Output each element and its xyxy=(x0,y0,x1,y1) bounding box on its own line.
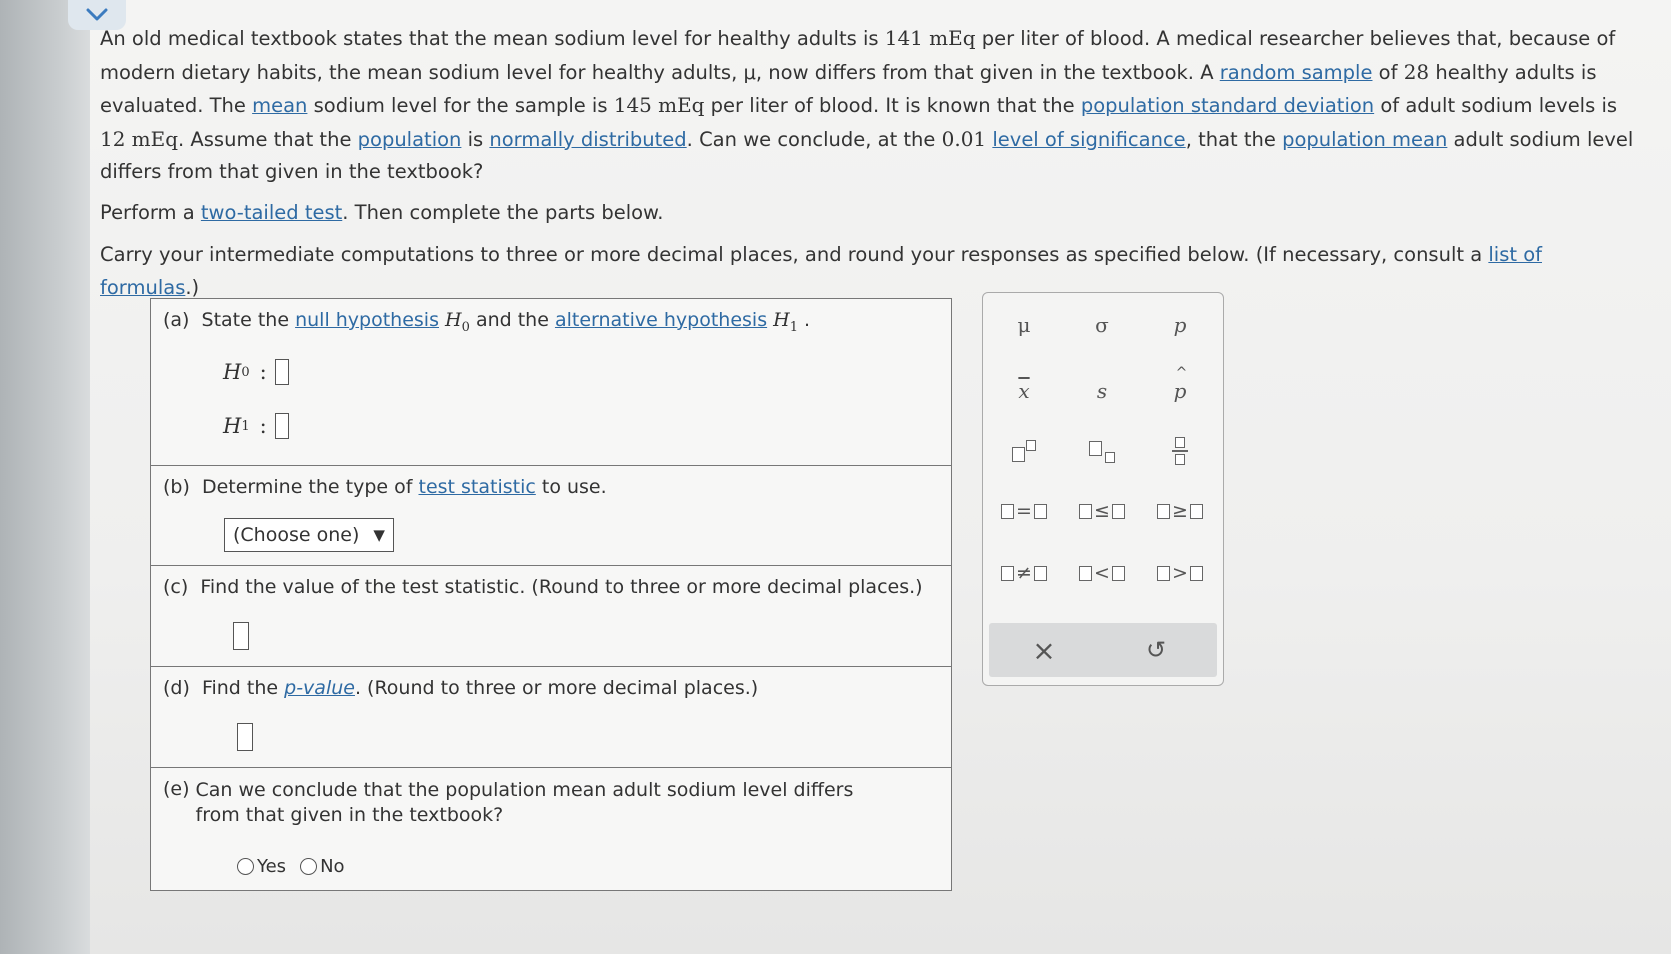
textbook-mean: 141 xyxy=(884,26,923,50)
text: Find the value of the test statistic. (Round to three or more decimal places.) xyxy=(200,576,923,598)
text: adult sodium level differs from that given in the textbook? xyxy=(100,127,1634,183)
sample-mean: 145 xyxy=(613,93,652,117)
greater-equal-label: ≥ xyxy=(1172,500,1188,522)
instruction-carry xyxy=(100,239,1640,304)
colon: : xyxy=(259,360,267,384)
greater-than-label: > xyxy=(1172,562,1188,584)
chevron-down-icon xyxy=(85,8,109,22)
h1-input[interactable] xyxy=(275,413,289,439)
x-bar-button[interactable] xyxy=(989,371,1059,411)
superscript-button[interactable] xyxy=(989,431,1059,471)
p-value-input[interactable] xyxy=(237,723,253,751)
text: Determine the type of xyxy=(201,476,419,498)
colon: : xyxy=(259,414,267,438)
answer-table xyxy=(150,298,952,891)
text: per liter of blood. A medical researcher believes that, because of modern dietary habits, the mean sodium level for healthy adults, xyxy=(100,27,1616,84)
part-label: (c) xyxy=(163,576,189,598)
radio-yes[interactable] xyxy=(237,856,286,877)
text: to use. xyxy=(535,476,607,498)
text: of adult sodium levels is xyxy=(1374,94,1618,117)
link-population[interactable]: population xyxy=(357,127,462,151)
link-mean[interactable]: mean xyxy=(252,94,308,117)
unit: mEq xyxy=(131,126,179,151)
text: . xyxy=(798,309,811,331)
p-hat-label: p xyxy=(1173,379,1187,403)
population-sd: 12 xyxy=(100,126,126,151)
text: healthy adults is evaluated. The xyxy=(100,60,1597,117)
text: . Can we conclude, at the xyxy=(686,127,942,151)
mu-button[interactable] xyxy=(989,305,1059,345)
problem-statement xyxy=(100,22,1640,314)
radio-circle-icon[interactable] xyxy=(237,858,254,875)
s-label: s xyxy=(1096,379,1108,403)
text: State the xyxy=(201,309,296,331)
link-population-mean[interactable]: population mean xyxy=(1282,127,1448,151)
part-a xyxy=(151,299,951,465)
text: Carry your intermediate computations to three or more decimal places, and round your responses as specified below. (If necessary, consult a xyxy=(100,243,1489,266)
link-null-hypothesis[interactable]: null hypothesis xyxy=(295,309,439,331)
problem-paragraph xyxy=(100,22,1640,189)
h0-label-subscript: 0 xyxy=(241,364,250,380)
not-equal-button[interactable] xyxy=(989,553,1059,593)
h0-row xyxy=(223,359,289,385)
link-alternative-hypothesis[interactable]: alternative hypothesis xyxy=(554,309,768,331)
link-test-statistic[interactable]: test statistic xyxy=(418,476,536,498)
test-statistic-input[interactable] xyxy=(233,622,249,650)
link-list-of-formulas[interactable]: list of formulas xyxy=(100,243,1542,299)
h1-subscript: 1 xyxy=(789,319,799,335)
text: of xyxy=(1372,60,1404,84)
text: , now differs from that given in the textbook. A xyxy=(755,60,1220,84)
radio-circle-icon[interactable] xyxy=(300,858,317,875)
part-label: (b) xyxy=(163,476,190,498)
text: per liter of blood. It is known that the xyxy=(704,94,1081,117)
h1-label-subscript: 1 xyxy=(241,418,250,434)
h1-row xyxy=(223,413,289,439)
sample-size: 28 xyxy=(1403,59,1430,84)
greater-than-button[interactable] xyxy=(1145,553,1215,593)
undo-button[interactable] xyxy=(1121,630,1191,670)
less-equal-label: ≤ xyxy=(1094,500,1110,522)
radio-label: No xyxy=(320,856,345,877)
part-e xyxy=(151,767,951,890)
instruction-perform xyxy=(100,197,1640,230)
palette-footer xyxy=(989,623,1217,677)
part-label: (e) xyxy=(163,778,190,800)
link-population-standard-deviation[interactable]: population standard deviation xyxy=(1080,94,1375,117)
s-button[interactable] xyxy=(1067,371,1137,411)
x-bar-label: $\overline{x}$ xyxy=(1018,379,1030,403)
part-b xyxy=(151,465,951,565)
superscript-icon xyxy=(1012,440,1036,462)
text: .) xyxy=(185,275,200,299)
text: Can we conclude that the population mean adult sodium level differs from that given in the textbook? xyxy=(195,779,854,826)
select-value: (Choose one) xyxy=(233,524,360,546)
text: sodium level for the sample is xyxy=(307,94,614,117)
less-than-label: < xyxy=(1094,562,1110,584)
h0-symbol: H xyxy=(445,309,462,331)
text: and the xyxy=(469,309,555,331)
mu-label: μ xyxy=(1017,313,1031,337)
unit: mEq xyxy=(658,93,705,117)
mu-symbol: μ xyxy=(743,60,756,84)
link-normally-distributed[interactable]: normally distributed xyxy=(489,127,687,151)
not-equal-label: ≠ xyxy=(1016,562,1032,584)
unit: mEq xyxy=(929,26,976,50)
text: . (Round to three or more decimal places.) xyxy=(354,677,759,699)
text: . Then complete the parts below. xyxy=(342,200,664,224)
fraction-button[interactable] xyxy=(1145,431,1215,471)
text: . Assume that the xyxy=(178,127,358,151)
h1-symbol: H xyxy=(773,309,790,331)
greater-equal-button[interactable] xyxy=(1145,491,1215,531)
link-two-tailed-test[interactable]: two-tailed test xyxy=(200,200,343,224)
hat-icon: ^ xyxy=(1175,365,1188,381)
h0-label: H xyxy=(223,360,242,384)
close-icon: × xyxy=(1032,633,1056,667)
part-d xyxy=(151,666,951,767)
h1-label: H xyxy=(223,414,242,438)
link-random-sample[interactable]: random sample xyxy=(1219,60,1373,84)
text: Perform a xyxy=(100,200,201,224)
equals-button[interactable] xyxy=(989,491,1059,531)
p-hat-button[interactable] xyxy=(1145,365,1215,411)
part-c xyxy=(151,565,951,666)
text: Find the xyxy=(201,677,285,699)
p-button[interactable] xyxy=(1145,305,1215,345)
text: is xyxy=(461,127,490,151)
subscript-icon xyxy=(1089,439,1115,463)
p-label: p xyxy=(1173,313,1187,337)
equals-label: = xyxy=(1016,500,1032,522)
part-label: (d) xyxy=(163,677,190,699)
less-equal-button[interactable] xyxy=(1067,491,1137,531)
math-palette xyxy=(982,292,1224,686)
conclusion-radio-group xyxy=(237,856,345,877)
radio-label: Yes xyxy=(257,856,287,877)
undo-icon: ↺ xyxy=(1145,636,1167,664)
dropdown-arrow-icon: ▼ xyxy=(373,526,385,544)
link-level-of-significance[interactable]: level of significance xyxy=(992,127,1186,151)
radio-no[interactable] xyxy=(300,856,344,877)
sigma-label: σ xyxy=(1095,313,1109,337)
part-label: (a) xyxy=(163,309,190,331)
less-than-button[interactable] xyxy=(1067,553,1137,593)
link-p-value[interactable]: p-value xyxy=(284,677,355,699)
sigma-button[interactable] xyxy=(1067,305,1137,345)
subscript-button[interactable] xyxy=(1067,431,1137,471)
text: , that the xyxy=(1185,127,1283,151)
test-statistic-select[interactable] xyxy=(224,518,394,552)
text: An old medical textbook states that the mean sodium level for healthy adults is xyxy=(100,27,885,50)
clear-button[interactable] xyxy=(1009,630,1079,670)
fraction-icon xyxy=(1172,437,1188,465)
h0-subscript: 0 xyxy=(461,319,470,335)
significance-level: 0.01 xyxy=(941,126,987,151)
h0-input[interactable] xyxy=(275,359,289,385)
